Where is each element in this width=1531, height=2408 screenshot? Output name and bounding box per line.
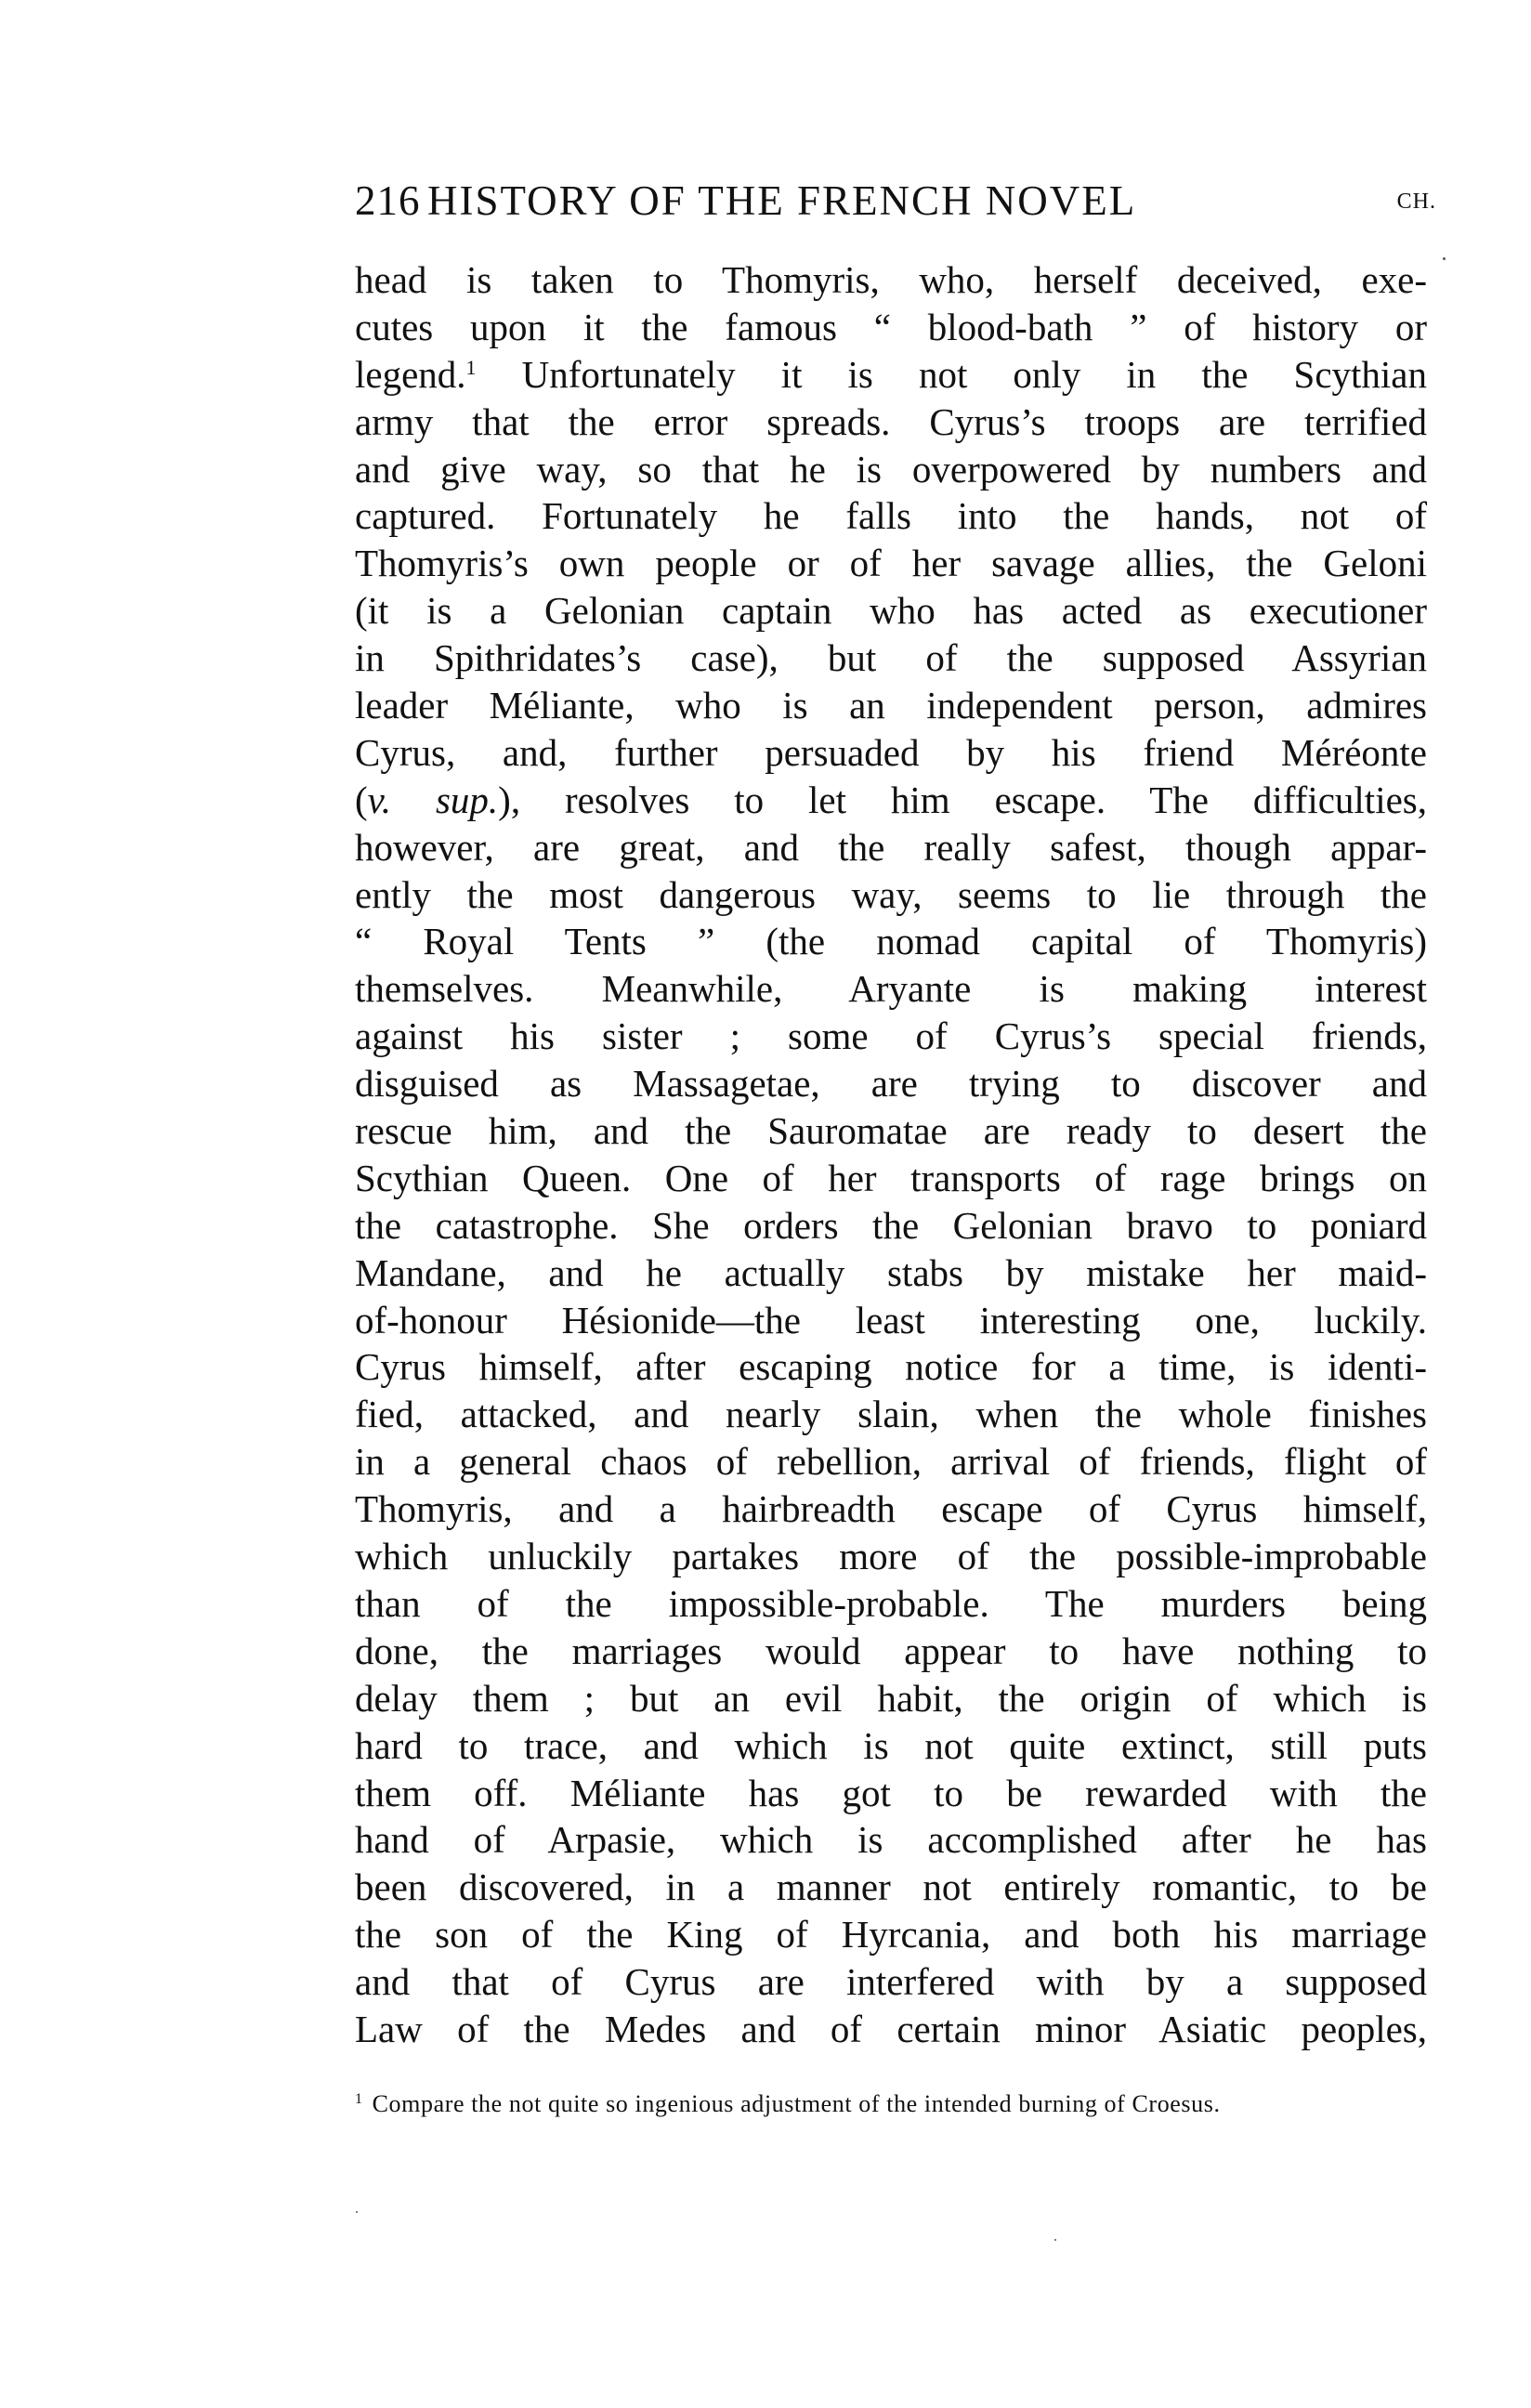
footnote-text: Compare the not quite so ingenious adjustment of the intended burning of Croesus.: [372, 2090, 1221, 2117]
chapter-mark: CH.: [1396, 190, 1436, 214]
speck: [1443, 257, 1446, 260]
text-line: of-honour Hésionide—the least interesting one, luckily.: [355, 1298, 1427, 1341]
text-line: Thomyris, and a hairbreadth escape of Cyrus himself,: [355, 1487, 1427, 1531]
body-text: [355, 256, 1427, 2053]
footnote: [355, 2090, 1405, 2118]
footnote-marker: 1: [355, 2091, 363, 2107]
paren-open: (: [355, 778, 368, 821]
text-line: and give way, so that he is overpowered by numbers and: [355, 447, 1427, 491]
text-line: against his sister ; some of Cyrus’s special friends,: [355, 1014, 1427, 1058]
text-line: which unluckily partakes more of the possible-improbable: [355, 1535, 1427, 1578]
text-line: done, the marriages would appear to have nothing to: [355, 1629, 1427, 1672]
running-header: [355, 177, 1436, 232]
running-title: HISTORY OF THE FRENCH NOVEL: [427, 177, 1137, 224]
text-line: “ Royal Tents ” (the nomad capital of Thomyris): [355, 920, 1427, 963]
text-line: been discovered, in a manner not entirely romantic, to be: [355, 1865, 1427, 1909]
text-line: Cyrus, and, further persuaded by his friend Méréonte: [355, 730, 1427, 774]
text-line: delay them ; but an evil habit, the origin of which is: [355, 1676, 1427, 1720]
text-line: leader Méliante, who is an independent person, admires: [355, 684, 1427, 727]
text-line: Mandane, and he actually stabs by mistake her maid-: [355, 1250, 1427, 1294]
text-line: themselves. Meanwhile, Aryante is making interest: [355, 967, 1427, 1011]
text-line: rescue him, and the Sauromatae are ready to desert the: [355, 1109, 1427, 1153]
text-line: Thomyris’s own people or of her savage allies, the Geloni: [355, 542, 1427, 585]
line-rest: Unfortunately it is not only in the Scythian: [476, 352, 1427, 396]
text-line: Law of the Medes and of certain minor Asiatic peoples,: [355, 2007, 1427, 2050]
speck: [356, 2211, 358, 2213]
page-number: 216: [355, 177, 421, 224]
line-start: legend.: [355, 352, 466, 396]
text-line: Scythian Queen. One of her transports of rage brings on: [355, 1156, 1427, 1199]
text-line: fied, attacked, and nearly slain, when the whole finishes: [355, 1393, 1427, 1436]
speck: [1054, 2239, 1056, 2241]
text-line: captured. Fortunately he falls into the hands, not of: [355, 494, 1427, 538]
text-line: ently the most dangerous way, seems to lie through the: [355, 872, 1427, 916]
text-line: them off. Méliante has got to be rewarded with the: [355, 1771, 1427, 1814]
text-line: the son of the King of Hyrcania, and both his marriage: [355, 1913, 1427, 1956]
text-line: the catastrophe. She orders the Gelonian bravo to poniard: [355, 1203, 1427, 1247]
line-rest: ), resolves to let him escape. The difficulties,: [498, 778, 1427, 821]
text-line: hard to trace, and which is not quite extinct, still puts: [355, 1723, 1427, 1767]
text-line: however, are great, and the really safest, though appar-: [355, 825, 1427, 869]
text-line: in a general chaos of rebellion, arrival of friends, flight of: [355, 1440, 1427, 1484]
text-line: army that the error spreads. Cyrus’s troops are terrified: [355, 399, 1427, 443]
text-line: cutes upon it the famous “ blood-bath ” of history or: [355, 305, 1427, 348]
italic-reference: v. sup.: [367, 778, 499, 821]
footnote-reference: 1: [465, 355, 477, 379]
text-line: in Spithridates’s case), but of the supposed Assyrian: [355, 636, 1427, 680]
text-line: Cyrus himself, after escaping notice for a time, is identi-: [355, 1345, 1427, 1389]
text-line: [355, 351, 1427, 399]
text-line: [355, 777, 1427, 824]
text-line: than of the impossible-probable. The murders being: [355, 1581, 1427, 1625]
text-line: and that of Cyrus are interfered with by a supposed: [355, 1960, 1427, 2004]
text-line: hand of Arpasie, which is accomplished after he has: [355, 1818, 1427, 1862]
text-line: (it is a Gelonian captain who has acted as executioner: [355, 589, 1427, 633]
text-line: head is taken to Thomyris, who, herself deceived, exe-: [355, 258, 1427, 301]
text-line: disguised as Massagetae, are trying to discover and: [355, 1062, 1427, 1106]
